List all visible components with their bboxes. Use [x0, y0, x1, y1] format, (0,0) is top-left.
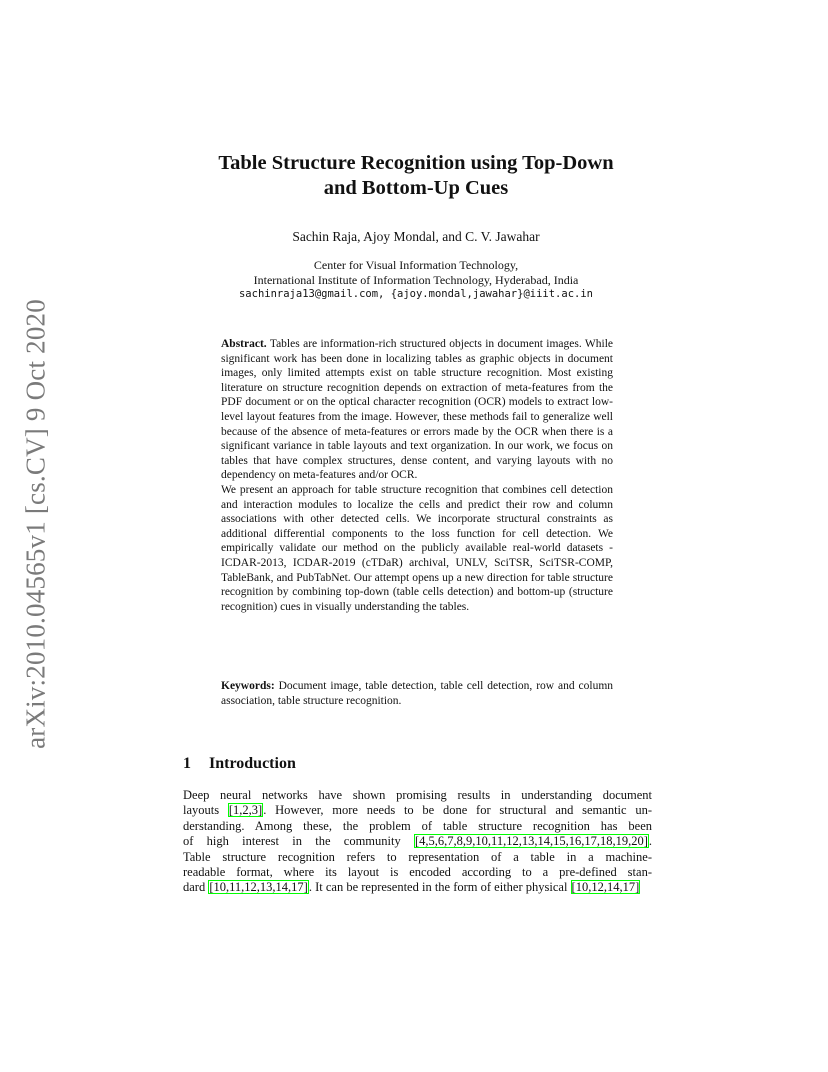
intro-line [183, 803, 652, 818]
intro-line: readable format, where its layout is encoded according to a pre-defined stan- [183, 864, 652, 879]
intro-line [183, 880, 652, 895]
section-heading [183, 755, 296, 773]
intro-text: . However, more needs to be done for structural and semantic un- [263, 803, 652, 818]
intro-text: . It can be represented in the form of either physical [308, 880, 571, 895]
author-list: Sachin Raja, Ajoy Mondal, and C. V. Jawahar [292, 229, 540, 244]
section-number: 1 [183, 755, 191, 772]
intro-line: Table structure recognition refers to representation of a table in a machine- [183, 849, 652, 864]
abstract [221, 337, 613, 614]
citation-link[interactable]: [1,2,3] [228, 803, 263, 818]
affiliation-line-2: International Institute of Information Technology, Hyderabad, India [253, 272, 579, 287]
arxiv-stamp [14, 296, 58, 752]
section-title: Introduction [209, 755, 296, 772]
citation-link[interactable]: [10,12,14,17] [571, 880, 640, 895]
abstract-text-1: Tables are information-rich structured objects in document images. While significant work has been done in localizing tables as graphic objects in document images, only limited attempts exist on table structure recognition. Most existing literature on structure recognition depends on extraction of meta-features from the PDF document or on the optical character recognition (OCR) models to extract low-level layout features from the image. However, these methods fail to generalize well because of the absence of meta-features or errors made by the OCR when there is a significant variance in table layouts and text organization. In our work, we focus on tables that have complex structures, dense content, and varying layouts with no dependency on meta-features and/or OCR. [221, 338, 613, 482]
affiliation [150, 258, 682, 302]
intro-text: layouts [183, 803, 228, 818]
affiliation-line-1: Center for Visual Information Technology, [313, 258, 519, 272]
abstract-label: Abstract. [221, 338, 267, 350]
citation-link[interactable]: [10,11,12,13,14,17] [209, 880, 308, 895]
citation-link[interactable]: [4,5,6,7,8,9,10,11,12,13,14,15,16,17,18,19,20] [415, 834, 648, 849]
intro-line: Deep neural networks have shown promising results in understanding document [183, 788, 652, 802]
introduction-text [183, 788, 652, 896]
keywords [221, 679, 613, 708]
keywords-label: Keywords: [221, 680, 275, 692]
intro-line [183, 834, 652, 849]
intro-text: . [648, 834, 652, 849]
arxiv-identifier: arXiv:2010.04565v1 [cs.CV] 9 Oct 2020 [20, 299, 51, 749]
intro-line: derstanding. Among these, the problem of table structure recognition has been [183, 818, 652, 833]
intro-text: of high interest in the community [183, 834, 414, 849]
abstract-paragraph-1 [221, 337, 613, 483]
abstract-paragraph-2: We present an approach for table structure recognition that combines cell detection and interaction modules to localize the cells and predict their row and column associations with other detected cells. We incorporate structural constraints as additional differential components to the loss function for cell detection. We empirically validate our method on the publicly available real-world datasets - ICDAR-2013, ICDAR-2019 (cTDaR) archival, UNLV, SciTSR, SciTSR-COMP, TableBank, and PubTabNet. Our attempt opens up a new direction for table structure recognition by combining top-down (table cells detection) and bottom-up (structure recognition) cues in visually understanding the tables. [221, 483, 613, 613]
title-line-2: and Bottom-Up Cues [323, 177, 509, 199]
intro-text: dard [183, 880, 209, 895]
keywords-text: Document image, table detection, table cell detection, row and column association, table structure recognition. [221, 680, 614, 707]
paper-title [150, 151, 682, 201]
title-line-1: Table Structure Recognition using Top-Down [218, 152, 614, 174]
author-emails: sachinraja13@gmail.com, {ajoy.mondal,jawahar}@iiit.ac.in [238, 288, 593, 300]
